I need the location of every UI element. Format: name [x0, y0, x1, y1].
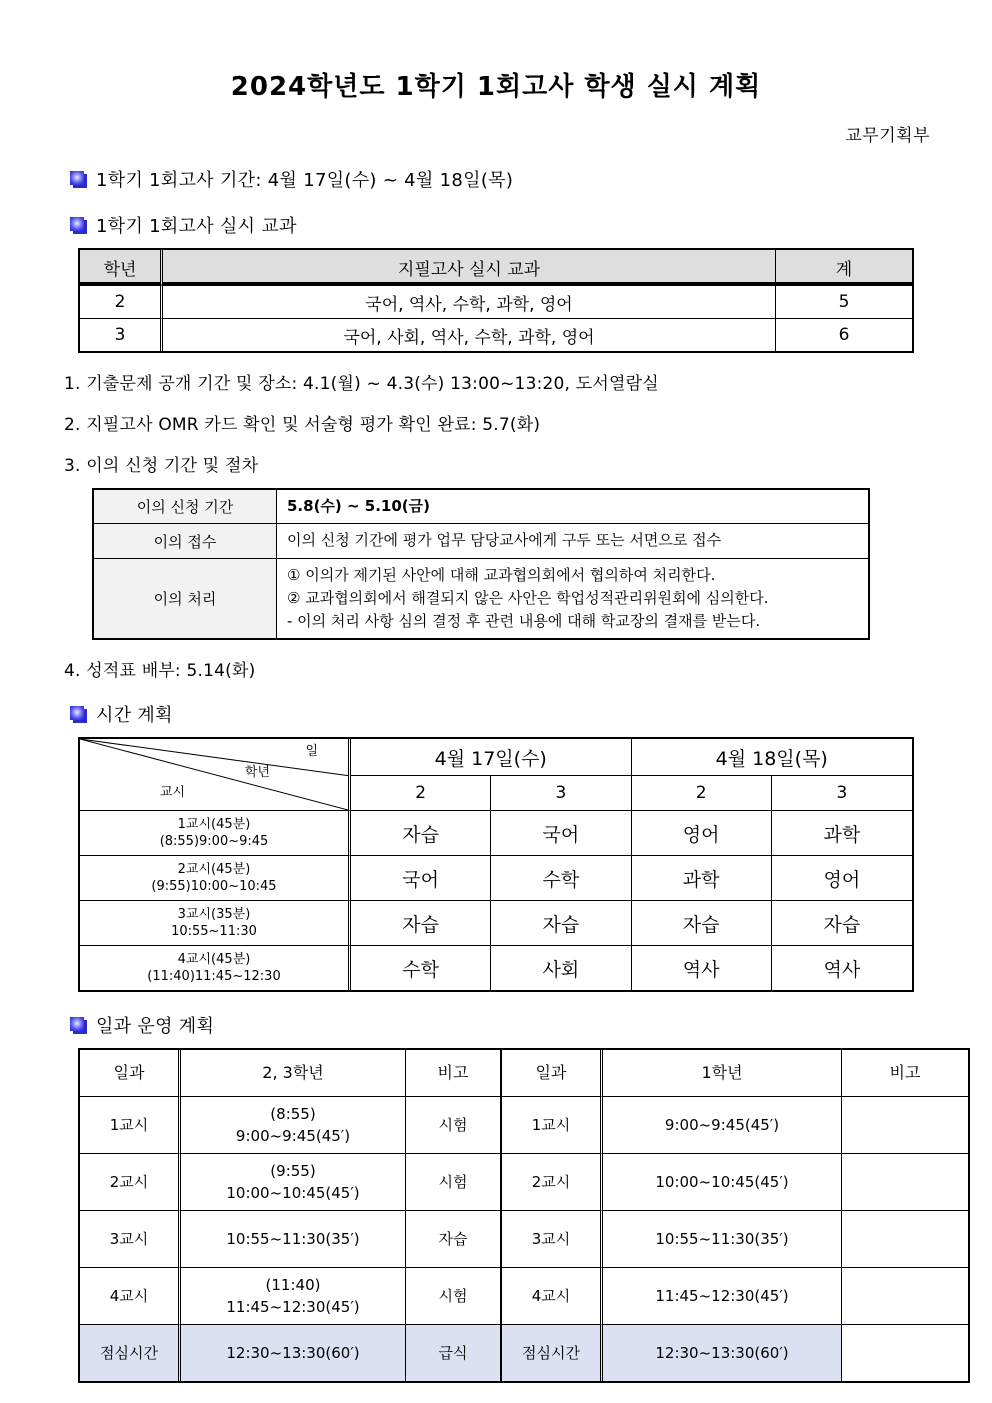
objection-table-wrap	[0, 488, 992, 640]
cell-time-prefix: (9:55)	[270, 1161, 316, 1180]
corner-label-grade: 학년	[244, 765, 270, 781]
objection-label-period: 이의 신청 기간	[94, 490, 277, 524]
section-time-plan-label: 시간 계획	[96, 705, 173, 727]
table-row	[80, 1268, 968, 1325]
section-exam-subjects	[0, 212, 992, 238]
time-table-wrap	[0, 737, 992, 992]
cell-total: 6	[776, 318, 912, 351]
cell-schedule-left: 3교시	[80, 1211, 181, 1268]
corner-diagonal-header-cell	[80, 739, 351, 811]
subjects-table-wrap	[0, 248, 992, 353]
cell-remark-left: 자습	[406, 1211, 502, 1268]
cell-remark-right	[842, 1211, 968, 1268]
cell-time-23	[181, 1268, 406, 1325]
header-cell-grade-23: 2, 3학년	[181, 1050, 406, 1097]
table-row	[94, 524, 868, 558]
cell-schedule-right: 3교시	[502, 1211, 603, 1268]
table-row-lunch	[80, 1325, 968, 1381]
objection-label-receipt: 이의 접수	[94, 524, 277, 558]
header-cell-remark-left: 비고	[406, 1050, 502, 1097]
subject-cell: 역사	[632, 946, 772, 990]
cell-time-prefix: (8:55)	[270, 1104, 316, 1123]
section-time-plan	[0, 701, 992, 727]
header-cell-grade-1: 1학년	[603, 1050, 842, 1097]
table-row	[80, 1211, 968, 1268]
cell-time-prefix: (11:40)	[265, 1275, 321, 1294]
cell-subjects: 국어, 사회, 역사, 수학, 과학, 영어	[163, 318, 776, 351]
header-cell-grade-2: 3	[491, 776, 631, 811]
cell-remark-left: 급식	[406, 1325, 502, 1381]
blue-gradient-square-icon	[70, 217, 87, 234]
subject-cell: 역사	[823, 958, 861, 981]
subject-cell: 자습	[632, 901, 772, 946]
period-cell	[80, 901, 351, 946]
header-cell-schedule-right: 일과	[502, 1050, 603, 1097]
period-name: 4교시(45분)	[177, 951, 251, 967]
subject-cell: 수학	[351, 946, 491, 990]
corner-label-period: 교시	[160, 785, 186, 801]
cell-time-range: 10:00~10:45(45′)	[226, 1184, 360, 1203]
objection-value-processing	[277, 559, 868, 639]
objection-label-processing: 이의 처리	[94, 559, 277, 639]
cell-time-23	[181, 1154, 406, 1211]
period-name: 1교시(45분)	[177, 816, 251, 832]
cell-time-23	[181, 1097, 406, 1154]
table-row	[80, 811, 912, 856]
header-cell-total: 계	[776, 250, 912, 285]
cell-schedule-right: 2교시	[502, 1154, 603, 1211]
period-time: (11:40)11:45~12:30	[147, 969, 281, 985]
table-row	[80, 318, 912, 351]
cell-schedule-left: 4교시	[80, 1268, 181, 1325]
table-row	[80, 285, 912, 318]
subject-cell: 수학	[491, 856, 631, 901]
page-title: 2024학년도 1학기 1회고사 학생 실시 계획	[230, 72, 762, 102]
period-name: 3교시(35분)	[177, 906, 251, 922]
blue-gradient-square-icon	[70, 1017, 87, 1034]
corner-label-day: 일	[305, 744, 318, 760]
objection-receipt-text: 이의 신청 기간에 평가 업무 담당교사에게 구두 또는 서면으로 접수	[287, 531, 722, 550]
header-cell-schedule-left: 일과	[80, 1050, 181, 1097]
cell-schedule-right: 4교시	[502, 1268, 603, 1325]
cell-remark-left: 시험	[406, 1097, 502, 1154]
subject-cell: 과학	[632, 856, 772, 901]
subject-cell: 영어	[632, 811, 772, 856]
period-cell	[80, 946, 351, 990]
header-cell-grade-1: 2	[351, 776, 491, 811]
cell-time-range: 9:00~9:45(45′)	[235, 1127, 351, 1146]
subject-cell: 자습	[772, 901, 912, 946]
table-header-row	[80, 1050, 968, 1097]
cell-remark-right	[842, 1154, 968, 1211]
department-label: 교무기획부	[845, 126, 930, 147]
table-header-row	[80, 250, 912, 285]
objection-period-text: 5.8(수) ~ 5.10(금)	[287, 497, 430, 516]
objection-processing-line-2: ② 교과협의회에서 해결되지 않은 사안은 학업성적관리위원회에 심의한다.	[287, 588, 769, 607]
time-plan-table	[78, 737, 914, 992]
cell-total: 5	[776, 285, 912, 318]
cell-schedule-left: 점심시간	[80, 1325, 181, 1381]
note-item-3: 3. 이의 신청 기간 및 절차	[64, 456, 259, 477]
cell-time-range: 10:55~11:30(35′)	[226, 1230, 360, 1249]
daily-plan-table	[78, 1048, 970, 1383]
objection-value-receipt	[277, 524, 868, 558]
subject-cell: 과학	[772, 811, 912, 856]
note-item-4: 4. 성적표 배부: 5.14(화)	[64, 661, 256, 682]
subject-cell: 사회	[491, 946, 631, 990]
cell-schedule-right: 1교시	[502, 1097, 603, 1154]
table-row	[80, 946, 912, 990]
cell-time-1: 12:30~13:30(60′)	[603, 1325, 842, 1381]
note-item-2: 2. 지필고사 OMR 카드 확인 및 서술형 평가 확인 완료: 5.7(화)	[64, 415, 541, 436]
cell-time-1: 10:55~11:30(35′)	[603, 1211, 842, 1268]
cell-time-range: 11:45~12:30(45′)	[226, 1298, 360, 1317]
subject-cell: 영어	[772, 856, 912, 901]
cell-grade: 2	[80, 285, 163, 318]
table-header-row	[80, 739, 912, 776]
objection-processing-line-1: ① 이의가 제기된 사안에 대해 교과협의회에서 협의하여 처리한다.	[287, 565, 716, 584]
note-item-1: 1. 기출문제 공개 기간 및 장소: 4.1(월) ~ 4.3(수) 13:00~13:20, 도서열람실	[64, 374, 659, 395]
period-time: (9:55)10:00~10:45	[151, 879, 277, 895]
cell-subjects: 국어, 역사, 수학, 과학, 영어	[163, 285, 776, 318]
cell-schedule-right: 점심시간	[502, 1325, 603, 1381]
header-cell-grade-4: 3	[772, 776, 912, 811]
section-daily-plan	[0, 1012, 992, 1038]
cell-schedule-left: 1교시	[80, 1097, 181, 1154]
section-exam-subjects-label: 1학기 1회고사 실시 교과	[96, 216, 297, 238]
cell-time-1: 9:00~9:45(45′)	[603, 1097, 842, 1154]
period-name: 2교시(45분)	[177, 861, 251, 877]
header-cell-day-2: 4월 18일(목)	[632, 739, 913, 776]
cell-remark-right	[842, 1268, 968, 1325]
objection-table	[92, 488, 870, 640]
section-daily-plan-label: 일과 운영 계획	[96, 1016, 215, 1038]
table-row	[80, 901, 912, 946]
cell-remark-right	[842, 1325, 968, 1381]
cell-time-1: 10:00~10:45(45′)	[603, 1154, 842, 1211]
subject-cell: 자습	[491, 901, 631, 946]
cell-remark-left: 시험	[406, 1268, 502, 1325]
subject-cell: 자습	[351, 811, 491, 856]
table-row	[94, 490, 868, 524]
header-cell-subjects: 지필고사 실시 교과	[163, 250, 776, 285]
subject-cell: 국어	[351, 856, 491, 901]
section-exam-period-label: 1학기 1회고사 기간: 4월 17일(수) ~ 4월 18일(목)	[96, 170, 514, 192]
cell-schedule-left: 2교시	[80, 1154, 181, 1211]
section-exam-period	[0, 166, 992, 192]
table-row	[94, 559, 868, 639]
blue-gradient-square-icon	[70, 171, 87, 188]
cell-remark-right	[842, 1097, 968, 1154]
cell-time-23	[181, 1211, 406, 1268]
cell-remark-left: 시험	[406, 1154, 502, 1211]
table-row	[80, 1154, 968, 1211]
subject-cell: 자습	[351, 901, 491, 946]
subject-cell: 국어	[491, 811, 631, 856]
cell-time-1: 11:45~12:30(45′)	[603, 1268, 842, 1325]
header-cell-grade: 학년	[80, 250, 163, 285]
header-cell-grade-3: 2	[632, 776, 772, 811]
objection-processing-line-3: - 이의 처리 사항 심의 결정 후 관련 내용에 대해 학교장의 결재를 받는다.	[287, 612, 761, 631]
cell-time-range: 12:30~13:30(60′)	[226, 1344, 360, 1363]
period-time: (8:55)9:00~9:45	[159, 834, 269, 850]
subjects-table	[78, 248, 914, 353]
header-cell-remark-right: 비고	[842, 1050, 968, 1097]
cell-time-23	[181, 1325, 406, 1381]
header-cell-day-1: 4월 17일(수)	[351, 739, 632, 776]
table-row	[80, 856, 912, 901]
period-cell	[80, 856, 351, 901]
cell-grade: 3	[80, 318, 163, 351]
blue-gradient-square-icon	[70, 706, 87, 723]
period-cell	[80, 811, 351, 856]
table-row	[80, 1097, 968, 1154]
daily-table-wrap	[0, 1048, 992, 1383]
period-time: 10:55~11:30	[171, 924, 257, 940]
objection-value-period	[277, 490, 868, 524]
